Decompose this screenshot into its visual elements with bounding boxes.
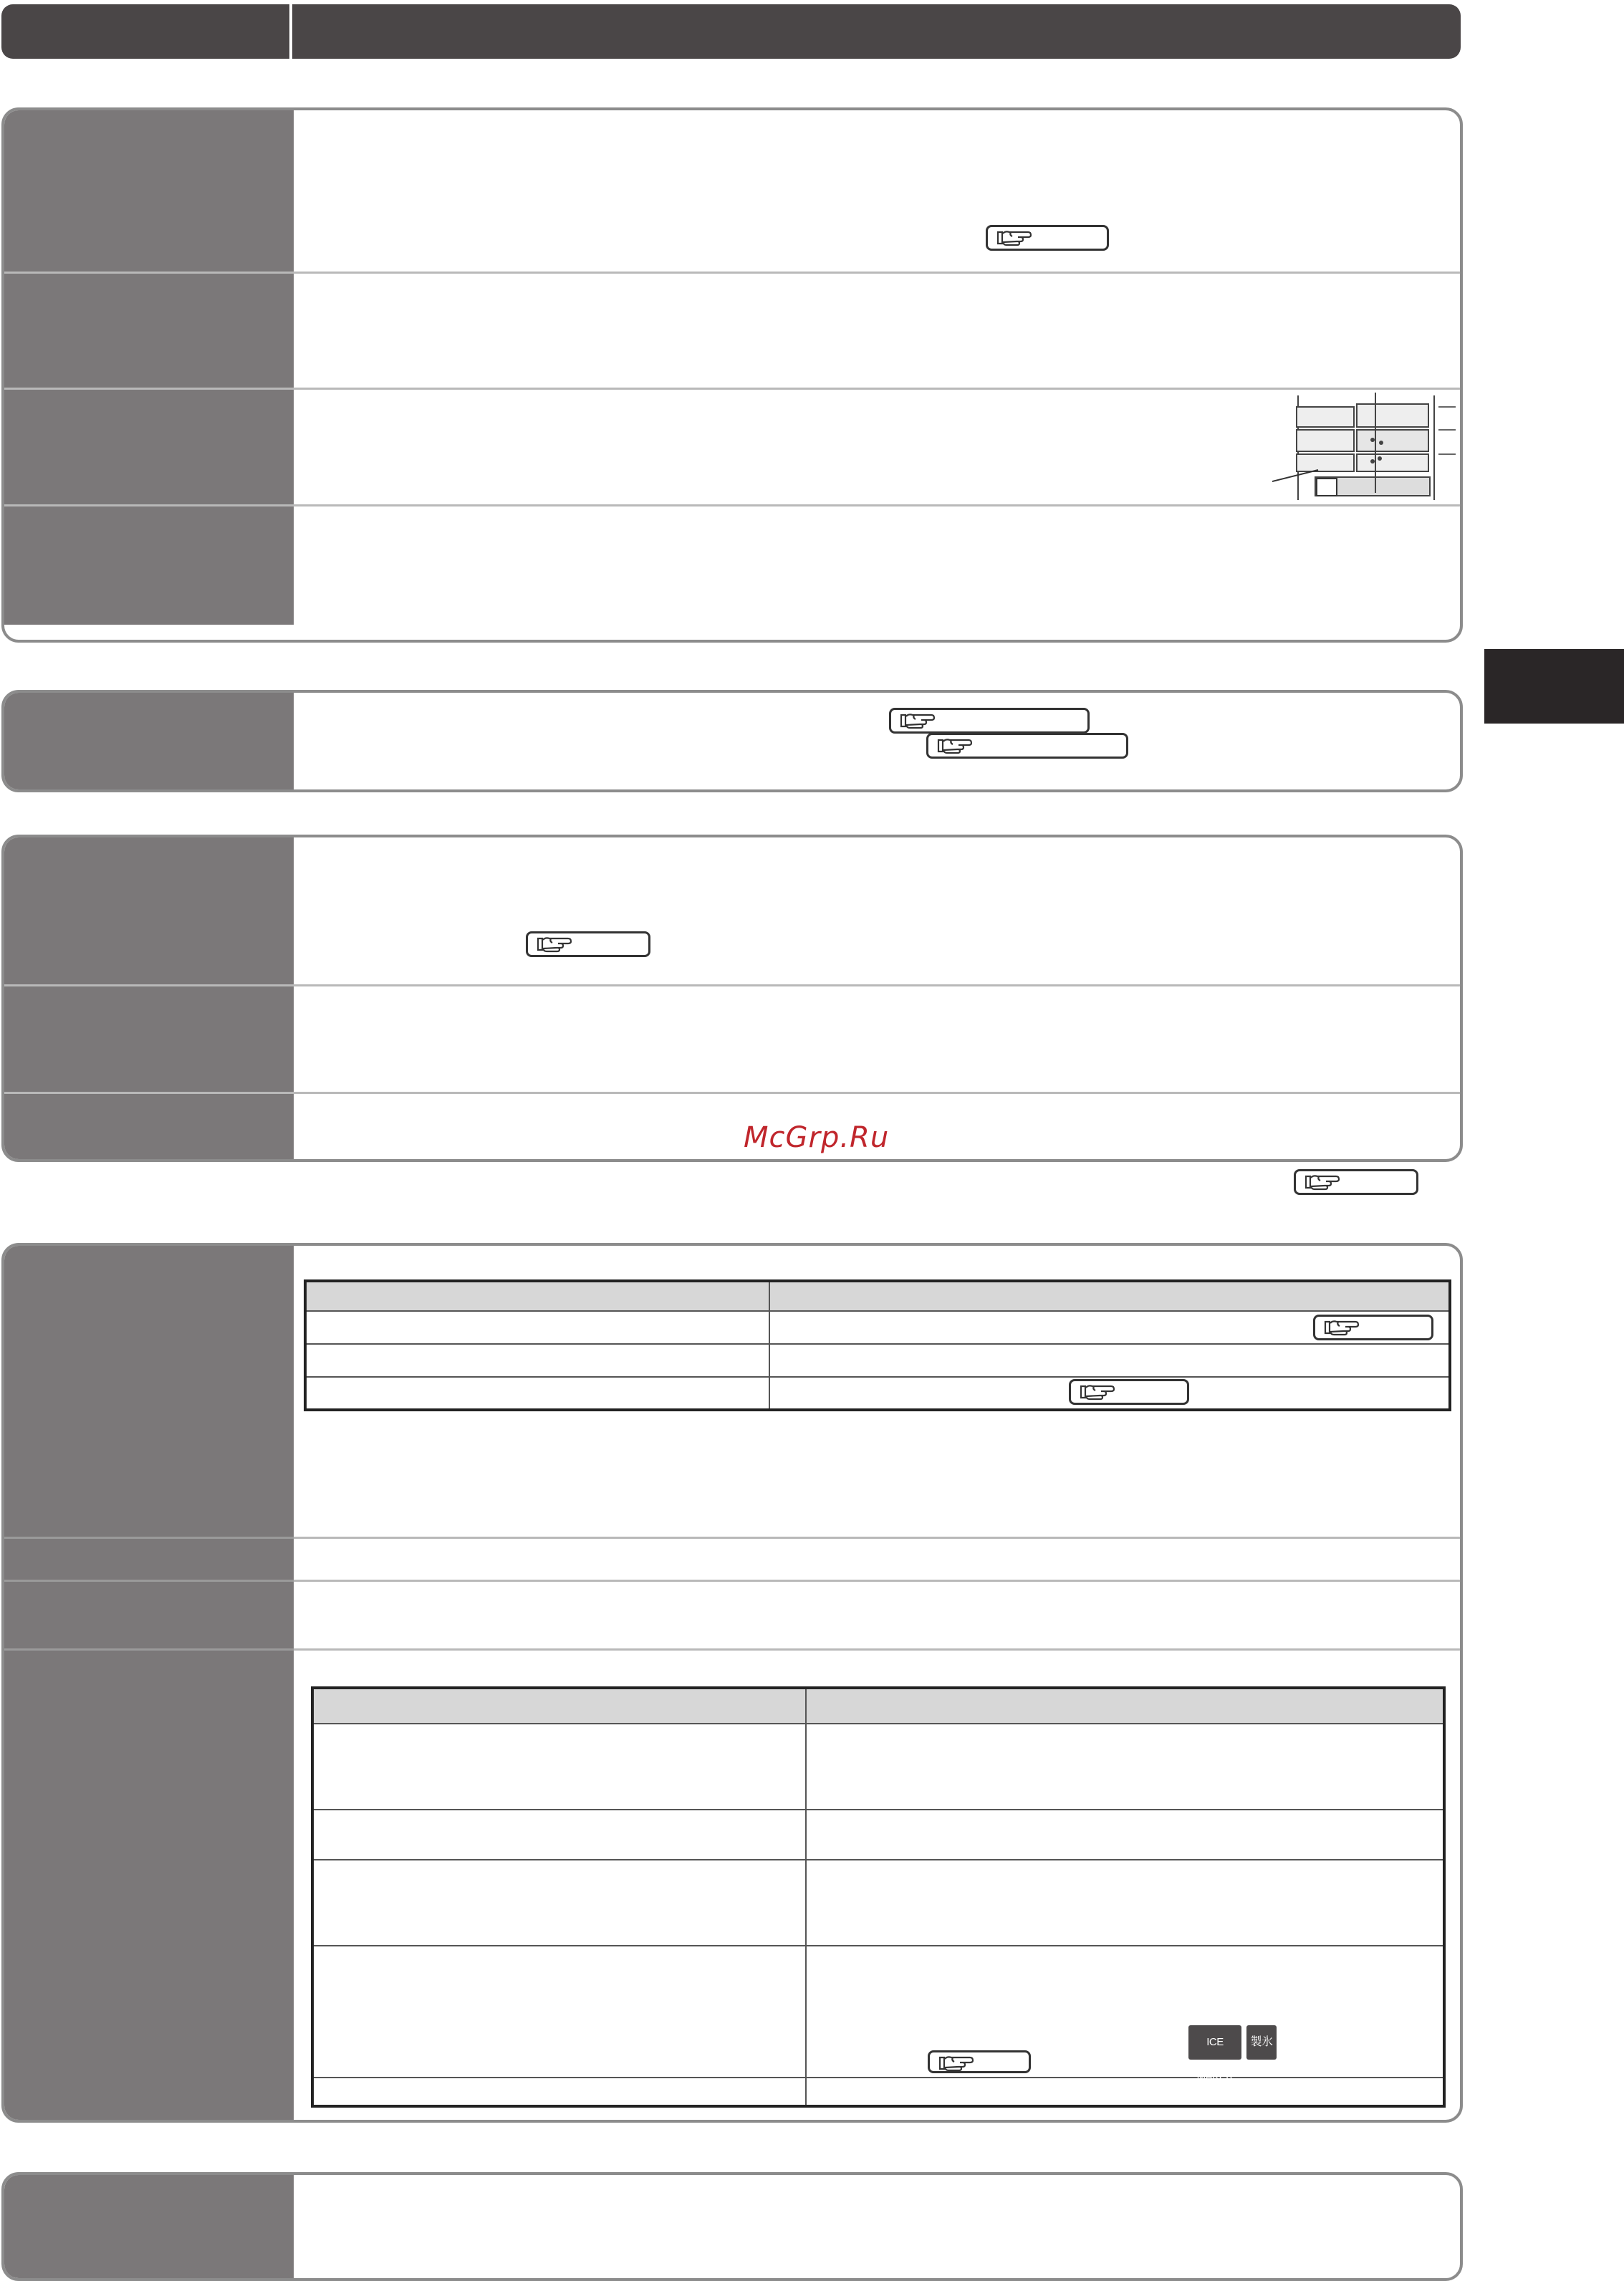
table-row [305, 1311, 1450, 1344]
reference-tag[interactable] [986, 225, 1109, 251]
row-divider [4, 272, 1460, 274]
row-divider [294, 1537, 1460, 1539]
reference-tag[interactable] [926, 733, 1128, 759]
table-row [305, 1377, 1450, 1410]
reference-tag[interactable] [1069, 1379, 1189, 1405]
section-2 [1, 690, 1463, 792]
reference-tag[interactable] [928, 2050, 1031, 2073]
table-header-cell [305, 1281, 769, 1311]
table-row [312, 1860, 1444, 1946]
ice-maker-jp-button[interactable]: 製氷 [1246, 2025, 1277, 2060]
table-cell [312, 1860, 806, 1946]
row-divider [4, 1092, 1460, 1094]
table-cell [806, 1810, 1444, 1860]
table-cell [806, 1860, 1444, 1946]
table-row [312, 1810, 1444, 1860]
table-header-row [312, 1688, 1444, 1724]
table-cell [806, 2078, 1444, 2106]
pointing-hand-icon [1324, 1319, 1363, 1336]
header-bar [1, 4, 1461, 59]
table-row [305, 1344, 1450, 1377]
pointing-hand-icon [938, 2055, 977, 2072]
table-cell [305, 1377, 769, 1410]
section-1 [1, 107, 1463, 643]
section-3 [1, 835, 1463, 1162]
row-divider [4, 984, 1460, 986]
row-divider [4, 388, 1460, 390]
table-cell [806, 1946, 1444, 2083]
pointing-hand-icon [1305, 1173, 1343, 1191]
table-cell [769, 1311, 1450, 1344]
header-divider [289, 4, 292, 59]
reference-tag[interactable] [526, 931, 650, 957]
watermark: McGrp.Ru [744, 1121, 890, 1154]
pointing-hand-icon [996, 229, 1035, 246]
section-4 [1, 1243, 1463, 2123]
section-2-side [4, 693, 294, 789]
section-3-side [4, 837, 294, 1159]
table-header-cell [806, 1688, 1444, 1724]
table-cell [305, 1344, 769, 1377]
table-cell [312, 1724, 806, 1810]
table-cell [806, 1724, 1444, 1810]
table-1 [304, 1279, 1451, 1411]
reference-tag[interactable] [1294, 1169, 1418, 1195]
refrigerator-diagram [1272, 393, 1459, 501]
table-row [312, 2078, 1444, 2106]
table-cell [312, 1946, 806, 2078]
section-1-side [4, 110, 294, 625]
section-5 [1, 2172, 1463, 2281]
table-row [312, 1946, 1444, 2078]
row-divider [4, 1580, 294, 1582]
table-header-cell [312, 1688, 806, 1724]
pointing-hand-icon [937, 737, 976, 754]
table-cell [312, 1810, 806, 1860]
table-header-cell [769, 1281, 1450, 1311]
table-row [312, 1724, 1444, 1810]
table-2 [311, 1686, 1446, 2108]
chapter-tab[interactable] [1484, 649, 1624, 724]
section-4-side [4, 1246, 294, 2120]
reference-tag[interactable] [889, 708, 1090, 734]
table-cell [312, 2078, 806, 2106]
pointing-hand-icon [537, 936, 575, 953]
row-divider [294, 1648, 1460, 1651]
table-header-row [305, 1281, 1450, 1311]
table-cell [769, 1344, 1450, 1377]
row-divider [4, 504, 1460, 506]
table-cell [305, 1311, 769, 1344]
pointing-hand-icon [900, 712, 938, 729]
reference-tag[interactable] [1313, 1315, 1433, 1340]
pointing-hand-icon [1080, 1383, 1118, 1401]
row-divider [4, 1537, 294, 1539]
row-divider [294, 1580, 1460, 1582]
row-divider [4, 1648, 294, 1651]
ice-maker-button[interactable]: ICE MAKER [1188, 2025, 1241, 2060]
section-5-side [4, 2175, 294, 2281]
table-cell [769, 1377, 1450, 1410]
